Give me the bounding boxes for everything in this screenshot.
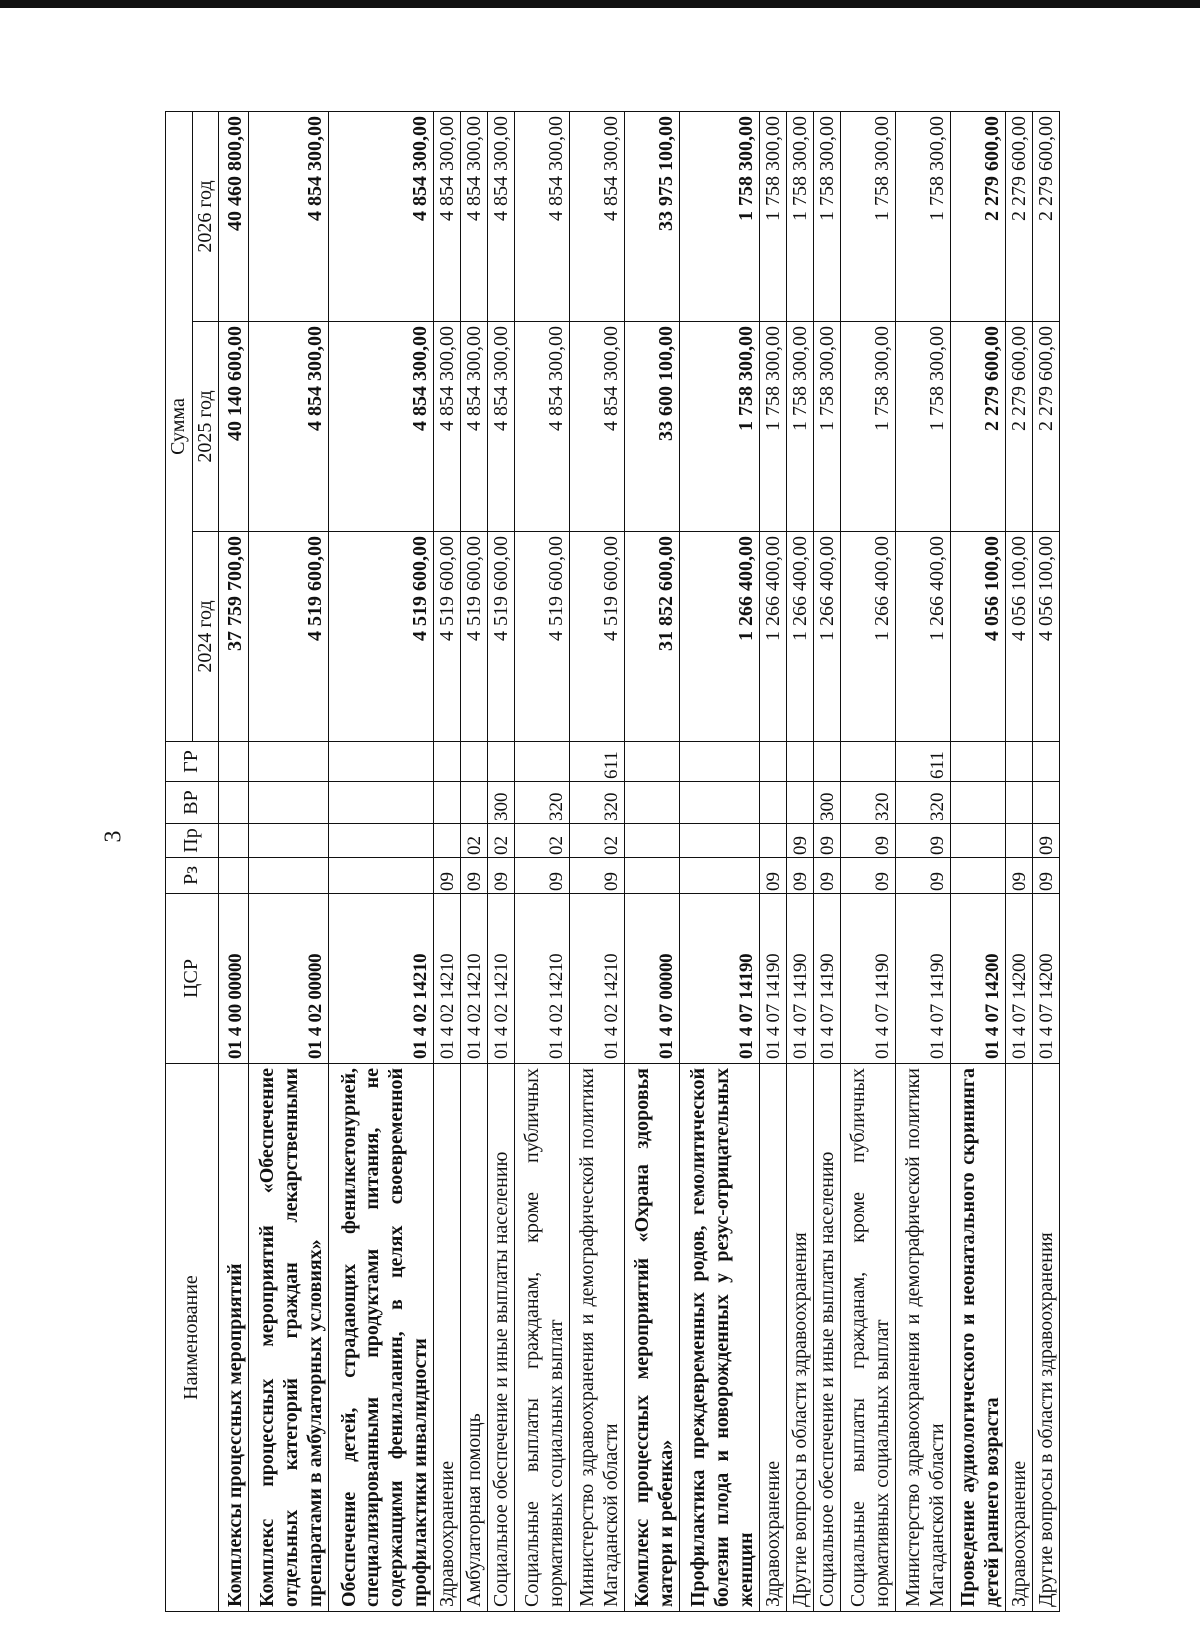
row-amount-2024: 31 852 600,00	[625, 532, 680, 742]
row-amount-2025: 4 854 300,00	[461, 322, 488, 532]
row-gr	[219, 742, 249, 782]
table-row	[1033, 111, 1060, 1611]
row-name: Социальные выплаты гражданам, кроме публичных нормативных социальных выплат	[515, 1064, 570, 1612]
row-vr: 320	[515, 782, 570, 824]
row-amount-2026: 4 854 300,00	[570, 111, 625, 321]
row-rz	[249, 858, 329, 894]
row-amount-2026: 4 854 300,00	[488, 111, 515, 321]
row-amount-2025: 40 140 600,00	[219, 322, 249, 532]
row-amount-2024: 4 519 600,00	[461, 532, 488, 742]
row-gr	[1033, 742, 1060, 782]
row-amount-2024: 37 759 700,00	[219, 532, 249, 742]
row-rz	[329, 858, 434, 894]
table-row	[1006, 111, 1033, 1611]
row-name: Комплексы процессных мероприятий	[219, 1064, 249, 1612]
table-row	[249, 111, 329, 1611]
header-vr: ВР	[166, 782, 219, 824]
row-pr: 09	[1033, 824, 1060, 858]
row-vr	[434, 782, 461, 824]
row-rz: 09	[461, 858, 488, 894]
row-amount-2025: 1 758 300,00	[896, 322, 951, 532]
row-rz: 09	[1006, 858, 1033, 894]
header-name: Наименование	[166, 1064, 219, 1612]
row-csr: 01 4 00 00000	[219, 894, 249, 1064]
row-amount-2026: 4 854 300,00	[329, 111, 434, 321]
row-gr	[461, 742, 488, 782]
row-csr: 01 4 02 14210	[461, 894, 488, 1064]
row-amount-2024: 4 519 600,00	[570, 532, 625, 742]
row-amount-2026: 1 758 300,00	[760, 111, 787, 321]
row-name: Министерство здравоохранения и демографической политики Магаданской области	[896, 1064, 951, 1612]
row-rz: 09	[515, 858, 570, 894]
row-amount-2026: 1 758 300,00	[896, 111, 951, 321]
row-name: Социальные выплаты гражданам, кроме публичных нормативных социальных выплат	[841, 1064, 896, 1612]
row-amount-2024: 4 519 600,00	[515, 532, 570, 742]
rotated-table-wrapper	[165, 112, 1060, 1612]
row-pr	[951, 824, 1006, 858]
row-gr	[760, 742, 787, 782]
row-amount-2026: 4 854 300,00	[461, 111, 488, 321]
table-row	[896, 111, 951, 1611]
row-vr	[625, 782, 680, 824]
row-pr	[219, 824, 249, 858]
row-gr	[841, 742, 896, 782]
header-2024: 2024 год	[192, 532, 219, 742]
row-amount-2024: 4 519 600,00	[488, 532, 515, 742]
row-amount-2024: 1 266 400,00	[680, 532, 760, 742]
row-csr: 01 4 07 14200	[1006, 894, 1033, 1064]
row-amount-2025: 4 854 300,00	[249, 322, 329, 532]
row-name: Здравоохранение	[760, 1064, 787, 1612]
row-amount-2025: 2 279 600,00	[1033, 322, 1060, 532]
row-pr: 02	[570, 824, 625, 858]
table-row	[760, 111, 787, 1611]
header-pr: Пр	[166, 824, 219, 858]
row-amount-2024: 4 519 600,00	[249, 532, 329, 742]
row-rz: 09	[841, 858, 896, 894]
row-csr: 01 4 02 14210	[515, 894, 570, 1064]
table-row	[488, 111, 515, 1611]
row-rz	[625, 858, 680, 894]
row-pr: 09	[787, 824, 814, 858]
row-csr: 01 4 07 14200	[1033, 894, 1060, 1064]
row-amount-2026: 4 854 300,00	[515, 111, 570, 321]
row-gr	[951, 742, 1006, 782]
row-amount-2025: 2 279 600,00	[951, 322, 1006, 532]
row-gr	[515, 742, 570, 782]
row-vr: 300	[814, 782, 841, 824]
row-pr	[680, 824, 760, 858]
row-amount-2025: 4 854 300,00	[515, 322, 570, 532]
row-pr: 02	[515, 824, 570, 858]
row-name: Министерство здравоохранения и демографической политики Магаданской области	[570, 1064, 625, 1612]
table-body	[219, 111, 1060, 1611]
row-gr	[625, 742, 680, 782]
row-name: Социальное обеспечение и иные выплаты населению	[814, 1064, 841, 1612]
row-amount-2024: 4 519 600,00	[329, 532, 434, 742]
row-csr: 01 4 07 14190	[896, 894, 951, 1064]
table-row	[814, 111, 841, 1611]
row-amount-2026: 1 758 300,00	[841, 111, 896, 321]
row-vr	[1006, 782, 1033, 824]
row-vr	[461, 782, 488, 824]
row-amount-2026: 1 758 300,00	[787, 111, 814, 321]
header-csr: ЦСР	[166, 894, 219, 1064]
row-pr: 09	[814, 824, 841, 858]
row-csr: 01 4 07 14200	[951, 894, 1006, 1064]
table-row	[515, 111, 570, 1611]
row-pr	[1006, 824, 1033, 858]
table-row	[461, 111, 488, 1611]
row-name: Другие вопросы в области здравоохранения	[1033, 1064, 1060, 1612]
row-vr: 320	[896, 782, 951, 824]
row-name: Здравоохранение	[1006, 1064, 1033, 1612]
table-row	[625, 111, 680, 1611]
row-csr: 01 4 07 14190	[680, 894, 760, 1064]
row-vr: 300	[488, 782, 515, 824]
row-gr	[329, 742, 434, 782]
row-name: Комплекс процессных мероприятий «Обеспечение отдельных категорий граждан лекарственными препаратами в амбулаторных условиях»	[249, 1064, 329, 1612]
row-vr	[680, 782, 760, 824]
row-csr: 01 4 02 14210	[570, 894, 625, 1064]
row-amount-2024: 4 056 100,00	[1006, 532, 1033, 742]
table-row	[434, 111, 461, 1611]
header-sum: Сумма	[166, 111, 193, 741]
row-csr: 01 4 07 14190	[787, 894, 814, 1064]
row-rz: 09	[896, 858, 951, 894]
row-amount-2025: 1 758 300,00	[841, 322, 896, 532]
row-csr: 01 4 02 14210	[434, 894, 461, 1064]
row-rz: 09	[787, 858, 814, 894]
row-rz	[951, 858, 1006, 894]
row-amount-2026: 2 279 600,00	[951, 111, 1006, 321]
header-rz: Рз	[166, 858, 219, 894]
row-name: Другие вопросы в области здравоохранения	[787, 1064, 814, 1612]
row-amount-2025: 4 854 300,00	[434, 322, 461, 532]
row-vr	[1033, 782, 1060, 824]
row-amount-2026: 2 279 600,00	[1033, 111, 1060, 321]
row-pr: 02	[461, 824, 488, 858]
row-pr	[625, 824, 680, 858]
row-amount-2025: 1 758 300,00	[680, 322, 760, 532]
row-vr: 320	[570, 782, 625, 824]
row-pr	[249, 824, 329, 858]
table-row	[570, 111, 625, 1611]
row-vr	[329, 782, 434, 824]
row-amount-2024: 4 519 600,00	[434, 532, 461, 742]
table-row	[841, 111, 896, 1611]
row-vr	[760, 782, 787, 824]
row-amount-2024: 1 266 400,00	[841, 532, 896, 742]
row-pr: 02	[488, 824, 515, 858]
row-name: Проведение аудиологического и неонатального скрининга детей раннего возраста	[951, 1064, 1006, 1612]
row-pr	[434, 824, 461, 858]
row-amount-2025: 1 758 300,00	[760, 322, 787, 532]
row-gr	[680, 742, 760, 782]
row-name: Комплекс процессных мероприятий «Охрана здоровья матери и ребенка»	[625, 1064, 680, 1612]
row-amount-2025: 33 600 100,00	[625, 322, 680, 532]
row-amount-2024: 1 266 400,00	[787, 532, 814, 742]
row-rz: 09	[434, 858, 461, 894]
row-amount-2025: 2 279 600,00	[1006, 322, 1033, 532]
row-name: Амбулаторная помощь	[461, 1064, 488, 1612]
table-row	[219, 111, 249, 1611]
row-gr	[1006, 742, 1033, 782]
table-row	[329, 111, 434, 1611]
row-pr	[760, 824, 787, 858]
row-name: Здравоохранение	[434, 1064, 461, 1612]
row-amount-2024: 1 266 400,00	[814, 532, 841, 742]
header-2026: 2026 год	[192, 111, 219, 321]
budget-table	[165, 111, 1060, 1612]
row-pr: 09	[896, 824, 951, 858]
row-amount-2026: 33 975 100,00	[625, 111, 680, 321]
row-amount-2026: 1 758 300,00	[814, 111, 841, 321]
row-amount-2024: 1 266 400,00	[760, 532, 787, 742]
header-2025: 2025 год	[192, 322, 219, 532]
row-amount-2024: 4 056 100,00	[951, 532, 1006, 742]
row-rz: 09	[488, 858, 515, 894]
row-rz	[219, 858, 249, 894]
row-amount-2026: 4 854 300,00	[249, 111, 329, 321]
row-gr	[434, 742, 461, 782]
row-amount-2026: 4 854 300,00	[434, 111, 461, 321]
row-vr	[951, 782, 1006, 824]
table-row	[680, 111, 760, 1611]
row-rz: 09	[1033, 858, 1060, 894]
row-rz	[680, 858, 760, 894]
row-amount-2026: 2 279 600,00	[1006, 111, 1033, 321]
row-amount-2024: 4 056 100,00	[1033, 532, 1060, 742]
row-gr	[249, 742, 329, 782]
table-row	[951, 111, 1006, 1611]
row-csr: 01 4 07 00000	[625, 894, 680, 1064]
row-gr	[814, 742, 841, 782]
row-csr: 01 4 07 14190	[814, 894, 841, 1064]
row-csr: 01 4 02 14210	[488, 894, 515, 1064]
row-name: Социальное обеспечение и иные выплаты населению	[488, 1064, 515, 1612]
top-rule	[0, 0, 1200, 8]
table-row	[787, 111, 814, 1611]
row-name: Профилактика преждевременных родов, гемолитической болезни плода и новорожденных у резус-отрицательных женщин	[680, 1064, 760, 1612]
row-amount-2025: 1 758 300,00	[814, 322, 841, 532]
row-amount-2026: 1 758 300,00	[680, 111, 760, 321]
row-amount-2026: 40 460 800,00	[219, 111, 249, 321]
row-amount-2024: 1 266 400,00	[896, 532, 951, 742]
row-amount-2025: 4 854 300,00	[329, 322, 434, 532]
row-csr: 01 4 07 14190	[841, 894, 896, 1064]
row-gr: 611	[896, 742, 951, 782]
row-gr	[787, 742, 814, 782]
row-rz: 09	[814, 858, 841, 894]
row-name: Обеспечение детей, страдающих фенилкетонурией, специализированными продуктами питания, не содержащими фенилаланин, в целях своевременной профилактики инвалидности	[329, 1064, 434, 1612]
row-amount-2025: 4 854 300,00	[570, 322, 625, 532]
row-gr	[488, 742, 515, 782]
row-vr	[787, 782, 814, 824]
row-pr	[329, 824, 434, 858]
row-amount-2025: 4 854 300,00	[488, 322, 515, 532]
row-amount-2025: 1 758 300,00	[787, 322, 814, 532]
row-gr: 611	[570, 742, 625, 782]
row-csr: 01 4 02 14210	[329, 894, 434, 1064]
row-csr: 01 4 02 00000	[249, 894, 329, 1064]
row-rz: 09	[570, 858, 625, 894]
row-rz: 09	[760, 858, 787, 894]
row-csr: 01 4 07 14190	[760, 894, 787, 1064]
row-vr	[249, 782, 329, 824]
header-gr: ГР	[166, 742, 219, 782]
page-number: 3	[100, 830, 127, 843]
row-vr: 320	[841, 782, 896, 824]
row-vr	[219, 782, 249, 824]
row-pr: 09	[841, 824, 896, 858]
